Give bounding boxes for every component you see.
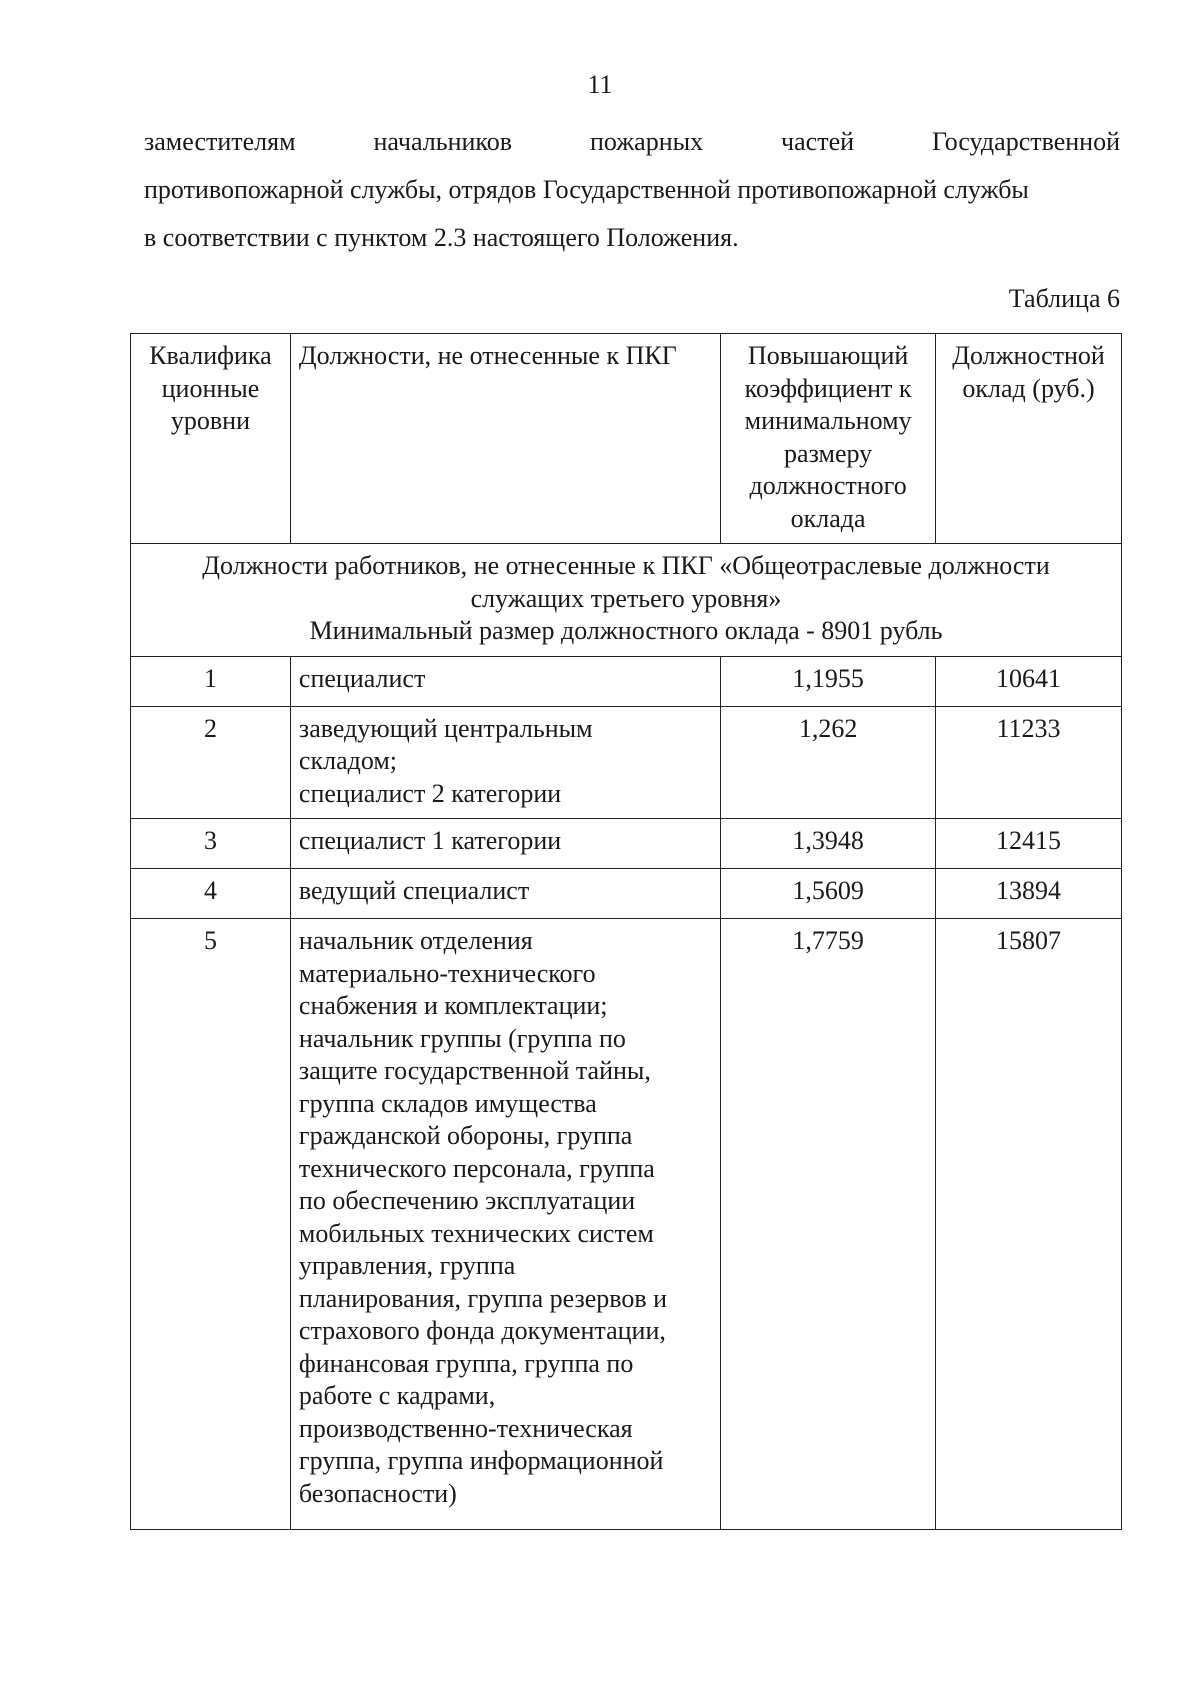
table-row <box>131 706 1122 819</box>
intro-word: частей <box>781 127 855 156</box>
cell-level: 1 <box>131 656 291 706</box>
table-label: Таблица 6 <box>1008 284 1120 313</box>
cell-coefficient: 1,5609 <box>721 869 936 919</box>
header-qualification-level: Квалифика ционные уровни <box>131 334 291 544</box>
cell-position: ведущий специалист <box>290 869 720 919</box>
section-heading <box>131 544 1122 657</box>
cell-level: 2 <box>131 706 291 819</box>
table-row <box>131 869 1122 919</box>
cell-salary: 11233 <box>936 706 1122 819</box>
cell-coefficient: 1,3948 <box>721 819 936 869</box>
cell-coefficient: 1,262 <box>721 706 936 819</box>
cell-position: специалист 1 категории <box>290 819 720 869</box>
salary-table <box>130 333 1122 1530</box>
header-salary: Должностной оклад (руб.) <box>936 334 1122 544</box>
table-row <box>131 919 1122 1530</box>
cell-salary: 13894 <box>936 869 1122 919</box>
intro-word: пожарных <box>589 127 704 156</box>
intro-line-1 <box>144 118 1120 166</box>
cell-position: заведующий центральным складом; специалист 2 категории <box>290 706 720 819</box>
intro-line-2: противопожарной службы, отрядов Государственной противопожарной службы <box>144 175 1029 204</box>
section-line-3: Минимальный размер должностного оклада - 8901 рубль <box>309 616 943 645</box>
intro-paragraph <box>144 118 1120 262</box>
cell-coefficient: 1,1955 <box>721 656 936 706</box>
table-row <box>131 656 1122 706</box>
cell-coefficient: 1,7759 <box>721 919 936 1530</box>
intro-word: заместителям <box>144 127 296 156</box>
cell-level: 4 <box>131 869 291 919</box>
table-row <box>131 819 1122 869</box>
cell-salary: 10641 <box>936 656 1122 706</box>
intro-word: Государственной <box>931 127 1120 156</box>
cell-position: начальник отделения материально-технического снабжения и комплектации; начальник группы (группа по защите государственной тайны, группа складов имущества гражданской обороны, группа технического персонала, группа по обеспечению эксплуатации мобильных технических систем управления, группа планирования, группа резервов и страхового фонда документации, финансовая группа, группа по работе с кадрами, производственно-техническая группа, группа информационной безопасности) <box>290 919 720 1530</box>
cell-salary: 15807 <box>936 919 1122 1530</box>
section-line-2: служащих третьего уровня» <box>470 583 782 613</box>
cell-position: специалист <box>290 656 720 706</box>
page-number: 11 <box>587 70 613 99</box>
cell-level: 5 <box>131 919 291 1530</box>
section-row <box>131 544 1122 657</box>
section-line-1: Должности работников, не отнесенные к ПКГ «Общеотраслевые должности <box>202 551 1050 580</box>
cell-salary: 12415 <box>936 819 1122 869</box>
cell-level: 3 <box>131 819 291 869</box>
header-positions: Должности, не отнесенные к ПКГ <box>290 334 720 544</box>
table-header-row <box>131 334 1122 544</box>
header-coefficient: Повышающий коэффициент к минимальному размеру должностного оклада <box>721 334 936 544</box>
intro-word: начальников <box>373 127 513 156</box>
intro-line-3: в соответствии с пунктом 2.3 настоящего Положения. <box>144 223 739 252</box>
